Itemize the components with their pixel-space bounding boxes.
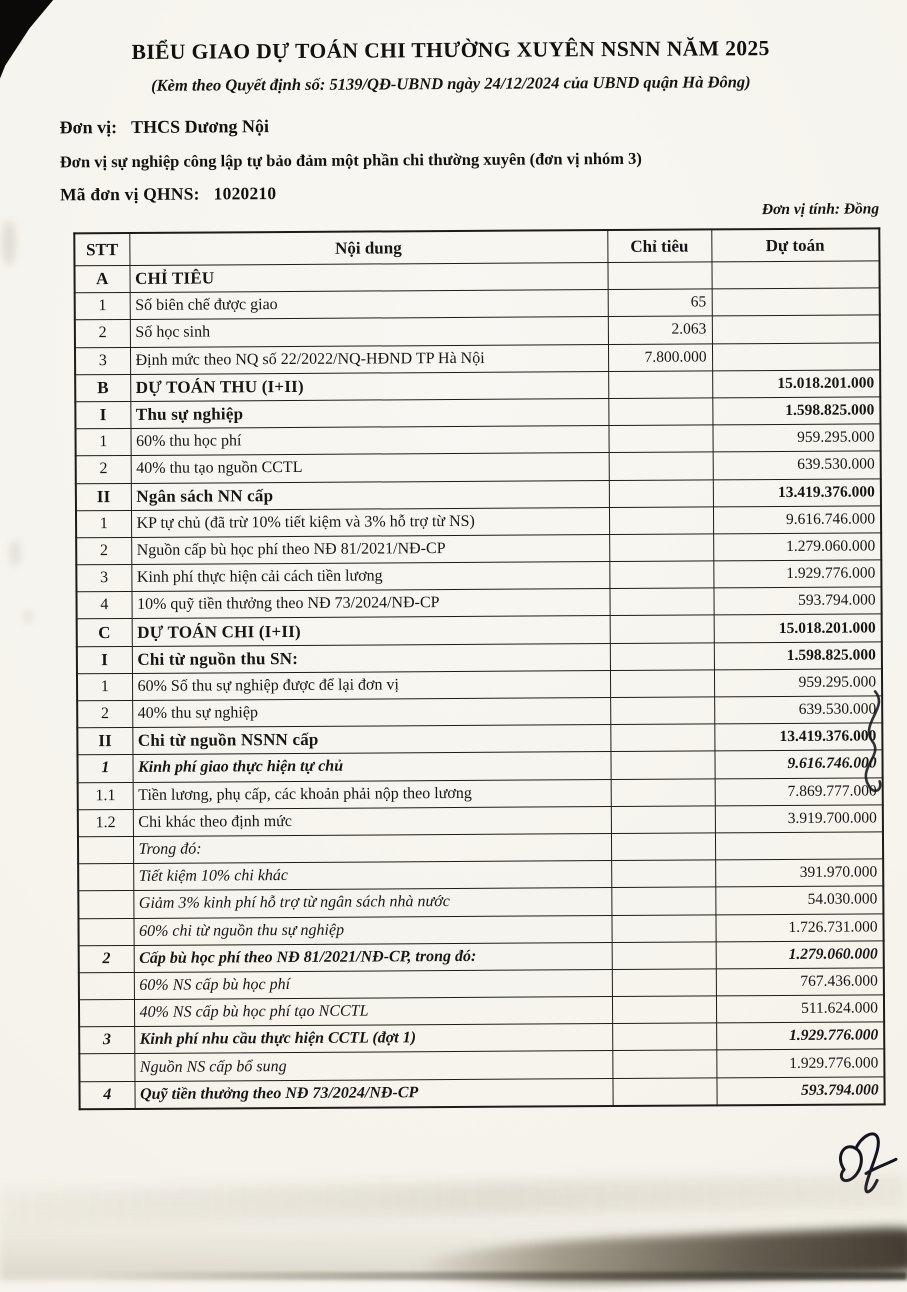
cell-stt: 1.2 xyxy=(78,809,133,837)
unit-type-line: Đơn vị sự nghiệp công lập tự bảo đảm một phần chi thường xuyên (đơn vị nhóm 3) xyxy=(59,148,642,172)
cell-amount: 15.018.201.000 xyxy=(714,614,882,642)
cell-amount: 9.616.746.000 xyxy=(714,750,882,778)
cell-target xyxy=(610,724,714,752)
budget-table xyxy=(73,227,885,1110)
cell-target: 7.800.000 xyxy=(608,343,712,371)
cell-amount: 7.869.777.000 xyxy=(715,777,883,805)
cell-amount: 593.794.000 xyxy=(716,1077,884,1106)
cell-stt xyxy=(78,891,133,919)
cell-amount: 1.929.776.000 xyxy=(716,1049,884,1077)
cell-amount: 767.436.000 xyxy=(716,968,884,996)
cell-target xyxy=(610,643,714,671)
cell-target xyxy=(611,833,715,861)
cell-label: Ngân sách NN cấp xyxy=(131,480,609,510)
cell-target xyxy=(608,371,712,399)
cell-amount: 639.530.000 xyxy=(714,696,882,724)
cell-stt: 2 xyxy=(75,320,130,348)
cell-label: Kinh phí nhu cầu thực hiện CCTL (đợt 1) xyxy=(134,1024,612,1054)
cell-label: 40% thu tạo nguồn CCTL xyxy=(131,453,609,483)
cell-target xyxy=(611,914,715,942)
cell-label: Số biên chế được giao xyxy=(130,290,608,320)
cell-stt: 4 xyxy=(79,1081,134,1109)
cell-target xyxy=(609,561,713,589)
cell-stt: 2 xyxy=(76,537,131,565)
cell-label: 60% chi từ nguồn thu sự nghiệp xyxy=(133,915,611,945)
cell-stt: 1 xyxy=(77,673,132,701)
cell-label: Kinh phí thực hiện cải cách tiền lương xyxy=(131,562,609,592)
page-bottom-edge-shadow xyxy=(0,1272,907,1280)
cell-target xyxy=(611,860,715,888)
cell-amount: 639.530.000 xyxy=(713,451,881,479)
cell-label: 60% thu học phí xyxy=(130,426,608,456)
unit-code-line xyxy=(60,183,276,205)
cell-amount: 1.279.060.000 xyxy=(716,941,884,969)
col-header-noi-dung: Nội dung xyxy=(129,230,607,265)
cell-amount: 1.598.825.000 xyxy=(714,642,882,670)
cell-target xyxy=(607,262,711,290)
cell-amount: 511.624.000 xyxy=(716,995,884,1023)
cell-target xyxy=(609,507,713,535)
cell-stt: 1.1 xyxy=(78,782,133,810)
cell-target xyxy=(608,425,712,453)
cell-stt: I xyxy=(77,646,132,674)
cell-target: 65 xyxy=(608,289,712,317)
cell-amount xyxy=(711,261,879,289)
page-title: BIỂU GIAO DỰ TOÁN CHI THƯỜNG XUYÊN NSNN NĂM 2025 xyxy=(131,36,770,64)
cell-amount xyxy=(712,315,880,343)
cell-amount xyxy=(715,832,883,860)
col-header-stt: STT xyxy=(74,233,129,266)
cell-target xyxy=(612,1023,716,1051)
cell-label: Tiền lương, phụ cấp, các khoản phải nộp theo lương xyxy=(133,779,611,809)
cell-amount: 13.419.376.000 xyxy=(714,723,882,751)
cell-target xyxy=(611,806,715,834)
cell-target xyxy=(608,398,712,426)
cell-label: KP tự chủ (đã trừ 10% tiết kiệm và 3% hỗ trợ từ NS) xyxy=(131,507,609,537)
cell-label: Giảm 3% kinh phí hỗ trợ từ ngân sách nhà nước xyxy=(133,888,611,918)
cell-label: CHỈ TIÊU xyxy=(129,263,607,293)
col-header-chi-tieu: Chỉ tiêu xyxy=(607,229,711,262)
cell-amount: 959.295.000 xyxy=(712,424,880,452)
table-header-row xyxy=(74,228,879,265)
cell-target xyxy=(610,670,714,698)
cell-label: 60% Số thu sự nghiệp được để lại đơn vị xyxy=(132,670,610,700)
cell-label: DỰ TOÁN CHI (I+II) xyxy=(132,616,610,646)
cell-stt xyxy=(78,864,133,892)
cell-target xyxy=(612,1050,716,1078)
table-row xyxy=(79,1077,884,1110)
budget-table-body xyxy=(74,261,884,1109)
cell-target xyxy=(610,697,714,725)
cell-label: Quỹ tiền thưởng theo NĐ 73/2024/NĐ-CP xyxy=(134,1078,612,1109)
cell-stt: II xyxy=(77,728,132,756)
cell-target xyxy=(612,1078,716,1106)
cell-stt: 1 xyxy=(76,510,131,538)
col-header-du-toan: Dự toán xyxy=(711,228,879,262)
unit-name-label: Đơn vị: xyxy=(59,117,118,138)
cell-label: Trong đó: xyxy=(133,833,611,863)
cell-label: Thu sự nghiệp xyxy=(130,398,608,428)
cell-label: Kinh phí giao thực hiện tự chủ xyxy=(132,752,610,782)
cell-amount xyxy=(712,288,880,316)
cell-label: Chi khác theo định mức xyxy=(133,806,611,836)
cell-stt: 3 xyxy=(75,347,130,375)
cell-stt xyxy=(79,1054,134,1082)
cell-amount: 3.919.700.000 xyxy=(715,805,883,833)
cell-stt: C xyxy=(77,619,132,647)
cell-amount: 1.929.776.000 xyxy=(713,560,881,588)
cell-label: Định mức theo NQ số 22/2022/NQ-HĐND TP Hà Nội xyxy=(130,344,608,374)
cell-amount: 54.030.000 xyxy=(715,886,883,914)
pen-squiggle-mark xyxy=(843,689,904,804)
cell-label: Cấp bù học phí theo NĐ 81/2021/NĐ-CP, trong đó: xyxy=(134,942,612,972)
cell-amount xyxy=(712,342,880,370)
cell-stt: 1 xyxy=(77,755,132,783)
cell-target xyxy=(609,588,713,616)
cell-label: 10% quỹ tiền thưởng theo NĐ 73/2024/NĐ-CP xyxy=(131,589,609,619)
unit-code-value: 1020210 xyxy=(213,183,277,204)
cell-amount: 1.929.776.000 xyxy=(716,1022,884,1050)
currency-unit-note: Đơn vị tính: Đồng xyxy=(761,200,880,219)
cell-target xyxy=(609,534,713,562)
cell-stt: 1 xyxy=(75,429,130,457)
cell-target xyxy=(610,751,714,779)
cell-label: 40% NS cấp bù học phí tạo NCCTL xyxy=(134,997,612,1027)
cell-label: Số học sinh xyxy=(130,317,608,347)
cell-stt: 2 xyxy=(77,700,132,728)
cell-label: 40% thu sự nghiệp xyxy=(132,698,610,728)
cell-stt: 3 xyxy=(79,1027,134,1055)
cell-label: Chi từ nguồn thu SN: xyxy=(132,643,610,673)
cell-label: DỰ TOÁN THU (I+II) xyxy=(130,371,608,401)
cell-amount: 1.598.825.000 xyxy=(712,397,880,425)
cell-stt: 2 xyxy=(76,456,131,484)
cell-stt: 4 xyxy=(76,592,131,620)
cell-label: Chi từ nguồn NSNN cấp xyxy=(132,725,610,755)
cell-stt xyxy=(78,918,133,946)
cell-target xyxy=(609,479,713,507)
unit-name-value: THCS Dương Nội xyxy=(131,116,269,137)
cell-stt xyxy=(79,972,134,1000)
cell-stt: 1 xyxy=(75,293,130,321)
cell-amount: 1.726.731.000 xyxy=(715,913,883,941)
cell-amount: 13.419.376.000 xyxy=(713,478,881,506)
cell-target: 2.063 xyxy=(608,316,712,344)
cell-stt: B xyxy=(75,374,130,402)
cell-amount: 391.970.000 xyxy=(715,859,883,887)
cell-stt: A xyxy=(74,265,129,293)
decision-reference-note: (Kèm theo Quyết định số: 5139/QĐ-UBND ngày 24/12/2024 của UBND quận Hà Đông) xyxy=(151,72,751,95)
cell-amount: 15.018.201.000 xyxy=(712,370,880,398)
cell-target xyxy=(612,942,716,970)
cell-target xyxy=(609,452,713,480)
cell-label: Nguồn cấp bù học phí theo NĐ 81/2021/NĐ-CP xyxy=(131,534,609,564)
cell-stt: 3 xyxy=(76,565,131,593)
cell-target xyxy=(611,887,715,915)
cell-amount: 593.794.000 xyxy=(713,587,881,615)
cell-target xyxy=(611,778,715,806)
cell-amount: 1.279.060.000 xyxy=(713,533,881,561)
cell-target xyxy=(612,969,716,997)
cell-stt xyxy=(79,1000,134,1028)
unit-name-line xyxy=(60,116,269,138)
cell-label: Tiết kiệm 10% chi khác xyxy=(133,861,611,891)
cell-amount: 9.616.746.000 xyxy=(713,506,881,534)
cell-label: 60% NS cấp bù học phí xyxy=(134,969,612,999)
cell-target xyxy=(610,615,714,643)
cell-target xyxy=(612,996,716,1024)
cell-label: Nguồn NS cấp bổ sung xyxy=(134,1051,612,1081)
unit-code-label: Mã đơn vị QHNS: xyxy=(59,183,200,205)
cell-amount: 959.295.000 xyxy=(714,669,882,697)
cell-stt: I xyxy=(75,401,130,429)
cell-stt: II xyxy=(76,483,131,511)
cell-stt: 2 xyxy=(79,945,134,973)
cell-stt xyxy=(78,836,133,864)
